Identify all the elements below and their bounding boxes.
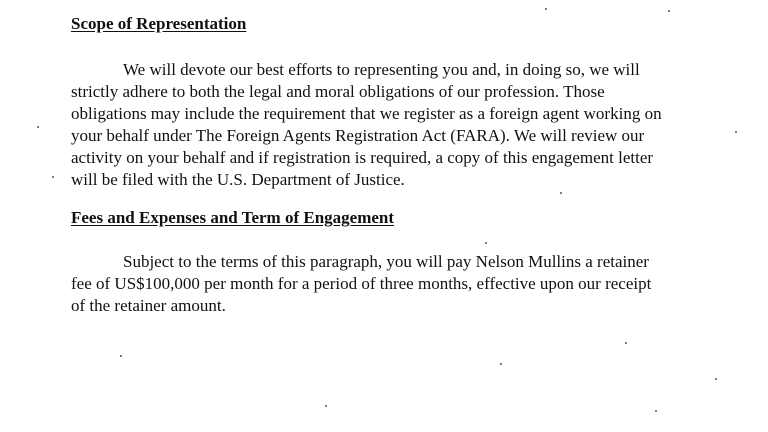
scan-speck <box>120 355 122 357</box>
scan-speck <box>560 192 562 194</box>
scan-speck <box>715 378 717 380</box>
paragraph-line: Subject to the terms of this paragraph, you will pay Nelson Mullins a retainer <box>123 252 649 271</box>
paragraph-line: activity on your behalf and if registration is required, a copy of this engagement letter <box>71 148 654 167</box>
paragraph-line: obligations may include the requirement that we register as a foreign agent working on <box>71 104 662 123</box>
scan-speck <box>668 10 670 12</box>
paragraph-line: strictly adhere to both the legal and moral obligations of our profession. Those <box>71 82 605 101</box>
scan-speck <box>37 126 39 128</box>
scan-speck <box>325 405 327 407</box>
paragraph-fees <box>71 251 711 317</box>
scan-speck <box>545 8 547 10</box>
scan-speck <box>625 342 627 344</box>
section-heading-fees: Fees and Expenses and Term of Engagement <box>71 208 395 227</box>
scan-speck <box>52 176 54 178</box>
paragraph-scope <box>71 59 711 191</box>
paragraph-line: We will devote our best efforts to representing you and, in doing so, we will <box>123 60 640 79</box>
paragraph-line: your behalf under The Foreign Agents Registration Act (FARA). We will review our <box>71 126 645 145</box>
paragraph-line: of the retainer amount. <box>71 296 226 315</box>
paragraph-line: fee of US$100,000 per month for a period of three months, effective upon our receipt <box>71 274 652 293</box>
scan-speck <box>500 363 502 365</box>
scan-speck <box>735 131 737 133</box>
section-heading-scope: Scope of Representation <box>71 14 247 33</box>
scan-speck <box>655 410 657 412</box>
scan-speck <box>485 242 487 244</box>
paragraph-line: will be filed with the U.S. Department of Justice. <box>71 170 405 189</box>
